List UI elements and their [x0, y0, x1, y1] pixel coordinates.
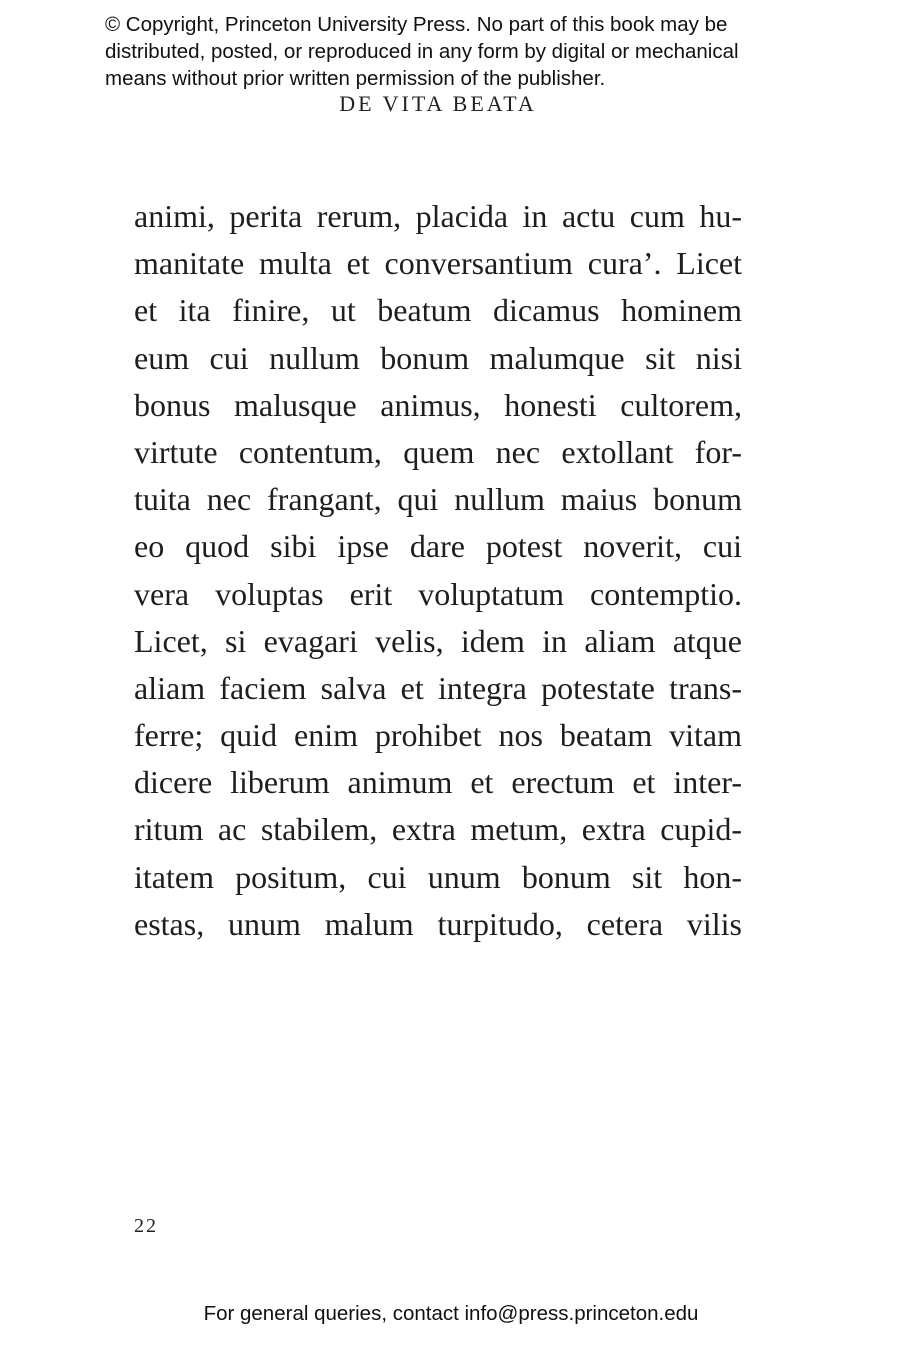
copyright-line: distributed, posted, or reproduced in any form by digital or mechanical	[105, 40, 739, 63]
text-line: vera voluptas erit voluptatum contemptio.	[134, 575, 742, 612]
text-line: Licet, si evagari velis, idem in aliam atque	[134, 622, 742, 659]
text-line: tuita nec frangant, qui nullum maius bonum	[134, 481, 742, 518]
text-line: aliam faciem salva et integra potestate trans-	[134, 669, 742, 706]
text-line: bonus malusque animus, honesti cultorem,	[134, 386, 742, 423]
copyright-line: © Copyright, Princeton University Press. No part of this book may be	[105, 13, 728, 36]
text-line: eum cui nullum bonum malumque sit nisi	[134, 339, 742, 376]
text-line: dicere liberum animum et erectum et inter-	[134, 764, 742, 801]
text-line: eo quod sibi ipse dare potest noverit, cui	[134, 528, 742, 565]
running-head: DE VITA BEATA	[339, 91, 537, 116]
text-line: et ita finire, ut beatum dicamus hominem	[134, 292, 742, 329]
body-text	[134, 193, 742, 948]
page-number: 22	[134, 1215, 158, 1237]
copyright-line: means without prior written permission of the publisher.	[105, 67, 606, 90]
text-line: ferre; quid enim prohibet nos beatam vitam	[134, 717, 742, 754]
text-line: manitate multa et conversantium cura’. Licet	[134, 245, 742, 282]
text-line: virtute contentum, quem nec extollant for-	[134, 433, 742, 470]
footer-contact: For general queries, contact info@press.princeton.edu	[203, 1302, 699, 1325]
text-line: ritum ac stabilem, extra metum, extra cupid-	[134, 811, 742, 848]
text-line: itatem positum, cui unum bonum sit hon-	[134, 858, 742, 895]
copyright-notice	[105, 11, 865, 92]
text-line: animi, perita rerum, placida in actu cum hu-	[134, 198, 742, 234]
text-line: estas, unum malum turpitudo, cetera vilis	[134, 905, 742, 942]
